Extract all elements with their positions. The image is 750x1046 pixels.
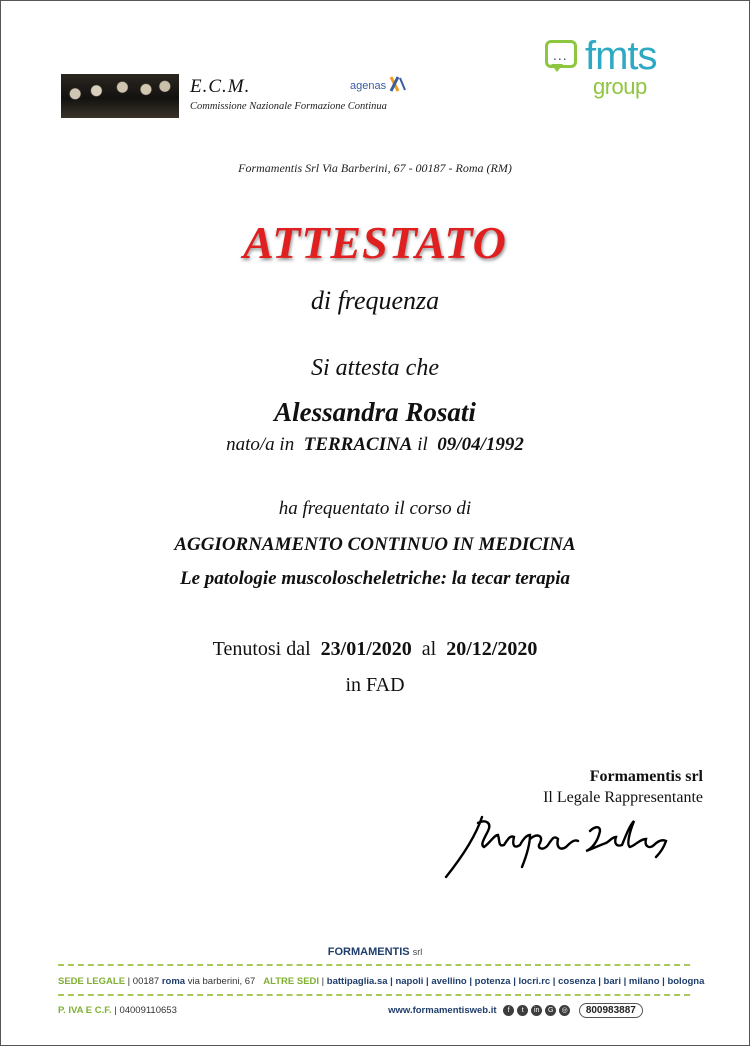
birth-prefix: nato/a in	[226, 434, 295, 455]
phone-number[interactable]: 800983887	[579, 1003, 643, 1018]
social-icons	[503, 1005, 570, 1016]
handwritten-signature	[440, 805, 690, 885]
birth-date: 09/04/1992	[437, 434, 524, 455]
altre-sedi-label: ALTRE SEDI	[263, 976, 320, 987]
footer-divider-bottom	[58, 994, 690, 996]
agenas-logo	[350, 74, 408, 97]
footer-divider-top	[58, 964, 690, 966]
sede-cap: 00187	[132, 976, 160, 987]
signature-role: Il Legale Rappresentante	[543, 789, 703, 806]
chat-dots: ...	[553, 47, 568, 63]
date-from: 23/01/2020	[320, 638, 412, 660]
course-intro: ha frequentato il corso di	[278, 498, 472, 519]
fmts-group-logo	[545, 34, 705, 102]
instagram-icon[interactable]: ◎	[559, 1005, 570, 1016]
company-address: Formamentis Srl Via Barberini, 67 - 00187 - Roma (RM)	[238, 161, 512, 175]
birth-place: TERRACINA	[303, 434, 413, 455]
sede-city: roma	[161, 976, 186, 987]
participant-name: Alessandra Rosati	[274, 397, 476, 427]
course-title: AGGIORNAMENTO CONTINUO IN MEDICINA	[174, 534, 576, 555]
ecm-logo-painting	[61, 74, 179, 118]
course-subtitle: Le patologie muscoloscheletriche: la tecar terapia	[180, 568, 570, 589]
ecm-subtitle: Commissione Nazionale Formazione Continua	[190, 101, 387, 112]
certificate-title: ATTESTATO	[243, 217, 507, 268]
date-to: 20/12/2020	[446, 638, 538, 660]
website-link[interactable]: www.formamentisweb.it	[388, 1005, 497, 1016]
agenas-mark-icon	[388, 74, 408, 97]
ecm-title: E.C.M.	[190, 76, 251, 97]
certificate-subtitle: di frequenza	[310, 286, 440, 315]
piva-number: 04009110653	[119, 1005, 177, 1016]
birth-info	[0, 434, 750, 456]
dates-prefix: Tenutosi dal	[212, 638, 311, 660]
altre-sedi-list: battipaglia.sa | napoli | avellino | potenza | locri.rc | cosenza | bari | milano | bologna	[326, 976, 705, 987]
course-dates	[0, 638, 750, 661]
google-plus-icon[interactable]: G	[545, 1005, 556, 1016]
sede-legale-label: SEDE LEGALE	[58, 976, 126, 987]
agenas-text: agenas	[350, 79, 387, 92]
dates-mid: al	[421, 638, 437, 660]
birth-mid: il	[417, 434, 428, 455]
footer-company-suffix: srl	[412, 947, 423, 957]
twitter-icon[interactable]: t	[517, 1005, 528, 1016]
group-wordmark: group	[593, 74, 647, 99]
fmts-wordmark: fmts	[585, 34, 657, 78]
linkedin-icon[interactable]: in	[531, 1005, 542, 1016]
facebook-icon[interactable]: f	[503, 1005, 514, 1016]
sede-street: via barberini, 67	[187, 976, 256, 987]
piva-label: P. IVA E C.F.	[58, 1005, 112, 1016]
footer-company	[0, 946, 750, 958]
chat-bubble-tail	[551, 64, 563, 72]
footer-offices: SEDE LEGALE | 00187 roma via barberini, 67 ALTRE SEDI | battipaglia.sa | napoli | avellino | potenza | locri.rc | cosenza | bari | milano | bologna	[58, 976, 705, 987]
attestation-intro: Si attesta che	[311, 355, 439, 381]
footer-company-name: FORMAMENTIS	[327, 946, 410, 958]
signature-company: Formamentis srl	[589, 768, 703, 785]
footer-contacts: P. IVA E C.F. | 04009110653 www.formamentisweb.it f t in G ◎ 800983887	[58, 1003, 698, 1018]
course-mode: in FAD	[345, 674, 405, 696]
